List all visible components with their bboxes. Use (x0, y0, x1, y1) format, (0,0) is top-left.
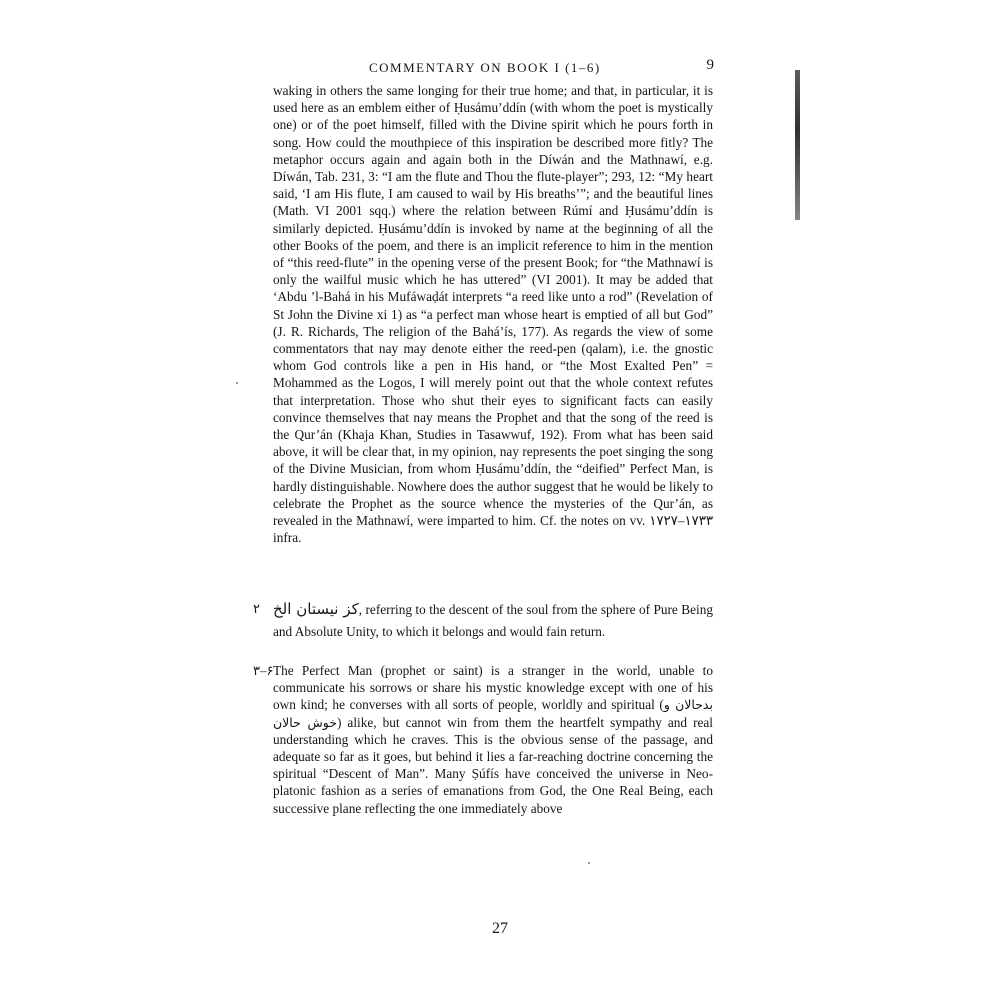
scan-shadow-edge (795, 70, 800, 220)
note-verse-2 (253, 598, 713, 643)
note-text-after: ) alike, but cannot win from them the heartfelt sympathy and real understanding which he craves. This is the obvious sense of the passage, and adequate so far as it goes, but behind it lies a far-reaching doctrine concerning the spiritual “Descent of Man”. Many Ṣúfís have conceived the universe in Neo-platonic fashion as a series of emanations from God, the One Real Being, each successive plane reflecting the one immediately above (273, 714, 714, 816)
note-body (253, 598, 713, 643)
note-verses-3-6 (253, 662, 713, 817)
page-number: 27 (492, 920, 508, 937)
running-head-title: COMMENTARY ON BOOK I (1–6) (369, 60, 601, 75)
note-number: ۳–۶ (253, 663, 274, 678)
scan-speck (588, 862, 590, 864)
note-text: , referring to the descent of the soul from the sphere of Pure Being and Absolute Unity, to which it belongs and would fain return. (273, 602, 713, 639)
note-number: ۲ (253, 601, 260, 616)
note-body (253, 662, 713, 817)
commentary-paragraph (273, 82, 713, 546)
paragraph-text: waking in others the same longing for their true home; and that, in particular, it is used here as an emblem either of Ḥusámu’ddín (with whom the poet is mystically one) or of the poet himself, filled with the Divine spirit which he pours forth in song. How could the mouthpiece of this inspiration be described more fitly? The metaphor occurs again and again both in the Díwán and the Mathnawí, e.g. Díwán, Tab. 231, 3: “I am the flute and Thou the flute-player”; 293, 12: “My heart said, ‘I am His flute, I am caused to wail by His breaths’”; and the beautiful lines (Math. VI 2001 sqq.) where the relation between Rúmí and Ḥusámu’ddín is similarly depicted. Ḥusámu’ddín is invoked by name at the beginning of all the other Books of the poem, and there is an implicit reference to him in the mention of “this reed-flute” in the opening verse of the present Book; for “the Mathnawí is only the wailful music which he has uttered” (VI 2001). It may be added that ‘Abdu ’l-Bahá in his Mufáwaḍát interprets “a reed like unto a rod” (Revelation of St John the Divine xi 1) as “a perfect man whose heart is emptied of all but God” (J. R. Richards, The religion of the Bahá’ís, 177). As regards the view of some commentators that nay may denote either the reed-pen (qalam), i.e. the gnostic whom God controls like a pen in His hand, or “the Most Exalted Pen” = Mohammed as the Logos, I will merely point out that the whole context refutes that interpretation. Those who shut their eyes to significant facts can easily convince themselves that nay means the Prophet and that the song of the reed is the Qur’án (Khaja Khan, Studies in Tasawwuf, 192). From what has been said above, it will be clear that, in my opinion, nay represents the poet singing the song of the Divine Musician, from whom Ḥusámu’ddín, the “deified” Perfect Man, is hardly distinguishable. Nowhere does the author suggest that he would be likely to celebrate the Prophet as the source whence the mysteries of the Qur’án, as revealed in the Mathnawí, were imparted to him. Cf. the notes on vv. ۱۷۲۷–۱۷۳۳ infra. (273, 83, 713, 546)
arabic-lemma: کز نیستان الخ (273, 600, 359, 618)
arabic-phrase: بدحالان و خوش حالان (273, 697, 713, 730)
note-text-before: The Perfect Man (prophet or saint) is a stranger in the world, unable to communicate his sorrows or share his mystic knowledge except with one of his own kind; he converses with all sorts of people, worldly and spiritual ( (273, 663, 713, 713)
running-head-folio: 9 (706, 57, 714, 73)
scan-speck (236, 382, 238, 384)
running-head (369, 57, 714, 80)
